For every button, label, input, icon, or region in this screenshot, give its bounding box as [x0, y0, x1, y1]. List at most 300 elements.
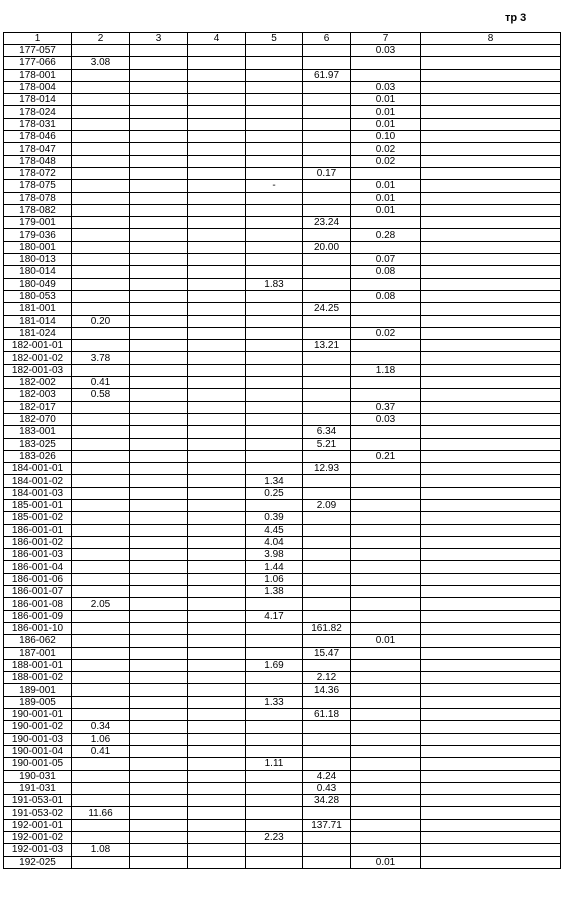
table-cell — [72, 413, 130, 425]
table-cell — [72, 217, 130, 229]
table-cell — [351, 684, 421, 696]
table-cell — [351, 807, 421, 819]
table-cell — [246, 463, 303, 475]
row-code-cell: 186-001-07 — [4, 586, 72, 598]
table-cell: 0.10 — [351, 131, 421, 143]
table-cell: 0.02 — [351, 143, 421, 155]
table-cell — [188, 217, 246, 229]
table-cell — [246, 364, 303, 376]
table-cell: 61.97 — [303, 69, 351, 81]
table-cell — [246, 45, 303, 57]
table-cell — [421, 635, 561, 647]
table-cell — [421, 795, 561, 807]
table-row — [4, 118, 561, 130]
table-cell: 1.08 — [72, 844, 130, 856]
table-cell: 14.36 — [303, 684, 351, 696]
table-cell — [188, 622, 246, 634]
table-row — [4, 758, 561, 770]
row-code-cell: 186-001-09 — [4, 610, 72, 622]
table-cell — [72, 401, 130, 413]
row-code-cell: 180-053 — [4, 290, 72, 302]
table-cell: 24.25 — [303, 303, 351, 315]
table-cell — [303, 290, 351, 302]
table-cell — [130, 549, 188, 561]
table-cell — [246, 69, 303, 81]
table-cell — [188, 278, 246, 290]
table-cell — [130, 118, 188, 130]
table-cell — [246, 709, 303, 721]
table-cell: 15.47 — [303, 647, 351, 659]
table-cell — [188, 819, 246, 831]
table-cell — [188, 696, 246, 708]
table-cell — [130, 81, 188, 93]
table-cell — [421, 450, 561, 462]
table-cell — [188, 118, 246, 130]
table-cell — [130, 401, 188, 413]
table-row — [4, 536, 561, 548]
table-cell — [421, 81, 561, 93]
table-cell — [246, 413, 303, 425]
row-code-cell: 178-082 — [4, 204, 72, 216]
table-cell — [421, 229, 561, 241]
table-cell — [246, 106, 303, 118]
table-cell — [72, 204, 130, 216]
table-cell — [188, 94, 246, 106]
table-cell — [246, 94, 303, 106]
table-cell — [130, 57, 188, 69]
table-row — [4, 94, 561, 106]
table-cell — [72, 696, 130, 708]
table-cell — [351, 426, 421, 438]
table-row — [4, 327, 561, 339]
table-cell — [130, 94, 188, 106]
table-cell — [351, 278, 421, 290]
table-row — [4, 155, 561, 167]
table-cell — [72, 180, 130, 192]
table-cell: 0.01 — [351, 856, 421, 868]
table-cell: 0.58 — [72, 389, 130, 401]
table-cell: 1.11 — [246, 758, 303, 770]
row-code-cell: 178-024 — [4, 106, 72, 118]
table-cell — [246, 733, 303, 745]
table-cell — [188, 549, 246, 561]
table-cell — [351, 782, 421, 794]
table-cell — [351, 315, 421, 327]
table-row — [4, 647, 561, 659]
table-cell — [72, 229, 130, 241]
table-cell — [72, 622, 130, 634]
table-row — [4, 684, 561, 696]
table-cell — [303, 413, 351, 425]
table-cell — [246, 795, 303, 807]
table-cell — [351, 770, 421, 782]
table-cell — [188, 180, 246, 192]
row-code-cell: 178-014 — [4, 94, 72, 106]
table-cell — [421, 303, 561, 315]
table-cell — [130, 487, 188, 499]
table-cell — [72, 536, 130, 548]
table-cell — [351, 598, 421, 610]
table-row — [4, 241, 561, 253]
table-cell — [130, 856, 188, 868]
table-cell — [421, 819, 561, 831]
table-cell — [72, 475, 130, 487]
table-cell — [303, 401, 351, 413]
table-cell: 0.41 — [72, 745, 130, 757]
table-cell — [351, 709, 421, 721]
table-cell — [351, 795, 421, 807]
table-row — [4, 573, 561, 585]
table-cell — [72, 438, 130, 450]
column-header-6: 6 — [303, 33, 351, 45]
table-row — [4, 832, 561, 844]
table-cell — [130, 303, 188, 315]
table-cell — [188, 290, 246, 302]
table-cell — [351, 389, 421, 401]
table-cell — [130, 106, 188, 118]
table-row — [4, 81, 561, 93]
table-cell — [72, 524, 130, 536]
row-code-cell: 190-001-02 — [4, 721, 72, 733]
table-cell — [188, 795, 246, 807]
table-cell — [421, 733, 561, 745]
table-cell — [188, 57, 246, 69]
table-cell — [303, 352, 351, 364]
table-cell — [130, 180, 188, 192]
table-row — [4, 733, 561, 745]
table-cell — [421, 844, 561, 856]
row-code-cell: 186-062 — [4, 635, 72, 647]
table-cell: 0.39 — [246, 512, 303, 524]
table-row — [4, 413, 561, 425]
table-row — [4, 721, 561, 733]
row-code-cell: 178-072 — [4, 167, 72, 179]
table-cell — [130, 413, 188, 425]
table-cell — [130, 745, 188, 757]
table-cell — [351, 844, 421, 856]
table-cell — [72, 832, 130, 844]
table-cell — [188, 684, 246, 696]
table-row — [4, 57, 561, 69]
table-cell: 4.24 — [303, 770, 351, 782]
table-cell: 0.34 — [72, 721, 130, 733]
table-cell — [421, 770, 561, 782]
table-row — [4, 217, 561, 229]
table-cell — [351, 610, 421, 622]
row-code-cell: 182-017 — [4, 401, 72, 413]
table-cell — [130, 536, 188, 548]
table-cell — [303, 377, 351, 389]
table-row — [4, 401, 561, 413]
table-cell — [303, 180, 351, 192]
table-cell — [72, 278, 130, 290]
table-cell — [130, 438, 188, 450]
table-cell: 0.07 — [351, 254, 421, 266]
table-cell — [246, 81, 303, 93]
table-row — [4, 524, 561, 536]
table-cell — [421, 512, 561, 524]
table-cell — [246, 635, 303, 647]
page-label: тр 3 — [505, 12, 527, 24]
table-cell — [130, 573, 188, 585]
table-cell — [72, 143, 130, 155]
table-cell — [351, 475, 421, 487]
table-cell — [421, 106, 561, 118]
table-cell — [246, 647, 303, 659]
table-cell — [130, 709, 188, 721]
row-code-cell: 182-001-02 — [4, 352, 72, 364]
row-code-cell: 179-036 — [4, 229, 72, 241]
table-cell — [303, 610, 351, 622]
row-code-cell: 186-001-10 — [4, 622, 72, 634]
table-cell — [351, 561, 421, 573]
row-code-cell: 181-001 — [4, 303, 72, 315]
table-cell — [246, 844, 303, 856]
table-row — [4, 426, 561, 438]
row-code-cell: 180-049 — [4, 278, 72, 290]
row-code-cell: 190-031 — [4, 770, 72, 782]
table-cell — [351, 659, 421, 671]
table-cell: 1.38 — [246, 586, 303, 598]
table-cell — [130, 204, 188, 216]
table-cell — [130, 832, 188, 844]
table-row — [4, 463, 561, 475]
table-cell — [188, 352, 246, 364]
table-cell — [303, 696, 351, 708]
table-cell — [303, 598, 351, 610]
table-cell — [188, 143, 246, 155]
table-cell — [130, 659, 188, 671]
table-body — [4, 45, 561, 869]
table-cell — [303, 45, 351, 57]
table-cell — [303, 229, 351, 241]
row-code-cell: 182-002 — [4, 377, 72, 389]
table-cell — [351, 303, 421, 315]
table-cell — [130, 254, 188, 266]
table-cell — [421, 586, 561, 598]
table-cell: 6.34 — [303, 426, 351, 438]
column-header-2: 2 — [72, 33, 130, 45]
table-cell — [188, 610, 246, 622]
row-code-cell: 189-005 — [4, 696, 72, 708]
row-code-cell: 178-004 — [4, 81, 72, 93]
table-cell — [421, 475, 561, 487]
row-code-cell: 183-001 — [4, 426, 72, 438]
table-row — [4, 278, 561, 290]
table-row — [4, 204, 561, 216]
table-row — [4, 659, 561, 671]
table-cell: 3.98 — [246, 549, 303, 561]
table-cell — [303, 106, 351, 118]
table-cell — [246, 438, 303, 450]
table-cell — [421, 266, 561, 278]
table-cell: 0.01 — [351, 94, 421, 106]
table-cell — [303, 57, 351, 69]
table-cell — [188, 475, 246, 487]
table-cell: 0.01 — [351, 204, 421, 216]
table-cell: 0.01 — [351, 180, 421, 192]
table-cell — [130, 290, 188, 302]
table-cell — [72, 266, 130, 278]
column-header-7: 7 — [351, 33, 421, 45]
table-cell — [72, 647, 130, 659]
table-cell — [351, 487, 421, 499]
table-cell — [188, 709, 246, 721]
row-code-cell: 180-013 — [4, 254, 72, 266]
table-cell — [421, 832, 561, 844]
row-code-cell: 178-046 — [4, 131, 72, 143]
table-cell — [246, 598, 303, 610]
table-cell — [303, 573, 351, 585]
table-cell — [130, 684, 188, 696]
table-cell — [421, 499, 561, 511]
table-cell: 11.66 — [72, 807, 130, 819]
row-code-cell: 178-047 — [4, 143, 72, 155]
table-cell — [72, 856, 130, 868]
table-cell: 1.34 — [246, 475, 303, 487]
table-cell — [72, 69, 130, 81]
row-code-cell: 185-001-01 — [4, 499, 72, 511]
table-cell — [72, 635, 130, 647]
table-cell — [351, 647, 421, 659]
table-cell — [188, 192, 246, 204]
table-cell: 0.01 — [351, 192, 421, 204]
table-cell — [72, 610, 130, 622]
table-cell — [188, 672, 246, 684]
table-cell: 0.41 — [72, 377, 130, 389]
table-row — [4, 167, 561, 179]
row-code-cell: 186-001-08 — [4, 598, 72, 610]
table-cell — [188, 758, 246, 770]
table-cell: 2.12 — [303, 672, 351, 684]
table-cell — [188, 598, 246, 610]
table-cell: 1.06 — [72, 733, 130, 745]
table-cell — [246, 770, 303, 782]
table-row — [4, 364, 561, 376]
table-cell: 0.25 — [246, 487, 303, 499]
table-cell — [421, 217, 561, 229]
table-row — [4, 512, 561, 524]
table-cell: 13.21 — [303, 340, 351, 352]
table-cell: 0.03 — [351, 413, 421, 425]
table-cell: 61.18 — [303, 709, 351, 721]
table-cell — [72, 709, 130, 721]
table-row — [4, 844, 561, 856]
table-cell — [188, 426, 246, 438]
table-cell — [421, 315, 561, 327]
table-cell — [72, 94, 130, 106]
table-cell — [188, 499, 246, 511]
table-cell — [130, 807, 188, 819]
table-cell — [303, 118, 351, 130]
table-cell — [130, 426, 188, 438]
table-cell — [421, 180, 561, 192]
table-cell — [246, 672, 303, 684]
table-cell — [130, 229, 188, 241]
table-cell — [72, 303, 130, 315]
row-code-cell: 177-066 — [4, 57, 72, 69]
table-cell — [303, 131, 351, 143]
table-cell — [72, 819, 130, 831]
table-cell — [303, 254, 351, 266]
row-code-cell: 183-026 — [4, 450, 72, 462]
table-cell — [246, 131, 303, 143]
table-cell — [303, 721, 351, 733]
table-cell — [351, 463, 421, 475]
table-cell — [188, 340, 246, 352]
table-cell — [72, 758, 130, 770]
row-code-cell: 186-001-06 — [4, 573, 72, 585]
table-cell — [72, 340, 130, 352]
table-cell — [188, 438, 246, 450]
table-cell — [130, 733, 188, 745]
table-cell — [130, 782, 188, 794]
table-cell — [130, 512, 188, 524]
table-cell — [421, 807, 561, 819]
table-cell — [351, 512, 421, 524]
table-cell — [188, 659, 246, 671]
table-cell — [130, 795, 188, 807]
table-cell — [246, 192, 303, 204]
table-cell — [351, 672, 421, 684]
table-row — [4, 782, 561, 794]
table-cell — [188, 401, 246, 413]
row-code-cell: 188-001-01 — [4, 659, 72, 671]
table-cell — [246, 57, 303, 69]
table-cell — [421, 278, 561, 290]
table-cell — [188, 131, 246, 143]
table-cell — [246, 499, 303, 511]
table-cell — [421, 118, 561, 130]
table-cell — [351, 745, 421, 757]
table-cell — [72, 254, 130, 266]
table-cell — [188, 327, 246, 339]
table-cell — [421, 241, 561, 253]
table-row — [4, 229, 561, 241]
table-cell — [303, 266, 351, 278]
row-code-cell: 186-001-01 — [4, 524, 72, 536]
table-cell — [188, 561, 246, 573]
table-cell — [421, 758, 561, 770]
table-cell — [303, 844, 351, 856]
table-row — [4, 254, 561, 266]
table-row — [4, 340, 561, 352]
table-cell — [72, 81, 130, 93]
table-cell — [72, 327, 130, 339]
table-cell — [72, 573, 130, 585]
table-cell — [130, 635, 188, 647]
table-cell — [303, 487, 351, 499]
table-cell: 0.03 — [351, 45, 421, 57]
table-cell — [188, 45, 246, 57]
table-cell — [246, 217, 303, 229]
table-cell: 1.44 — [246, 561, 303, 573]
table-cell — [130, 647, 188, 659]
row-code-cell: 182-070 — [4, 413, 72, 425]
row-code-cell: 192-001-01 — [4, 819, 72, 831]
table-cell — [421, 290, 561, 302]
table-cell: 0.20 — [72, 315, 130, 327]
table-cell — [188, 303, 246, 315]
table-cell — [246, 290, 303, 302]
table-cell — [421, 684, 561, 696]
table-row — [4, 807, 561, 819]
table-cell — [72, 499, 130, 511]
table-cell: 34.28 — [303, 795, 351, 807]
table-cell — [421, 426, 561, 438]
table-cell — [130, 364, 188, 376]
table-cell — [188, 524, 246, 536]
